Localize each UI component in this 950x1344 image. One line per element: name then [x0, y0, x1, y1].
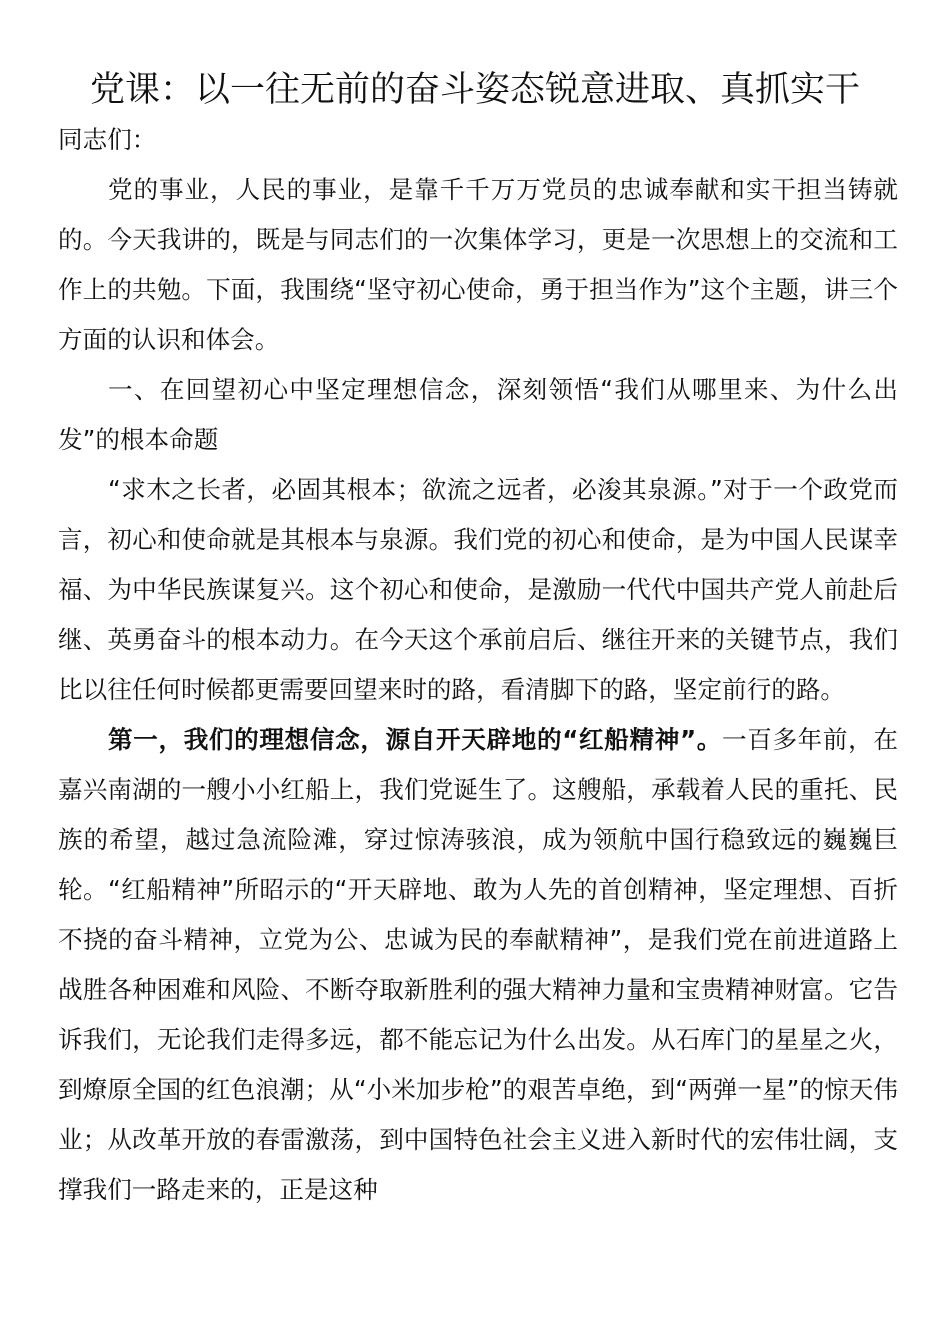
paragraph-point-one — [58, 715, 898, 1215]
paragraph-intro: 党的事业，人民的事业，是靠千千万万党员的忠诚奉献和实干担当铸就的。今天我讲的，既是与同志们的一次集体学习，更是一次思想上的交流和工作上的共勉。下面，我围绕“坚守初心使命，勇于担当作为”这个主题，讲三个方面的认识和体会。 — [58, 175, 898, 354]
document-body — [58, 115, 898, 1215]
salutation: 同志们： — [58, 125, 157, 154]
point-one-lead: 第一，我们的理想信念，源自开天辟地的“红船精神”。 — [108, 725, 722, 754]
paragraph-roots: “求木之长者，必固其根本；欲流之远者，必浚其泉源。”对于一个政党而言，初心和使命就是其根本与泉源。我们党的初心和使命，是为中国人民谋幸福、为中华民族谋复兴。这个初心和使命，是激励一代代中国共产党人前赴后继、英勇奋斗的根本动力。在今天这个承前启后、继往开来的关键节点，我们比以往任何时候都更需要回望来时的路，看清脚下的路，坚定前行的路。 — [58, 475, 898, 704]
section-heading-one: 一、在回望初心中坚定理想信念，深刻领悟“我们从哪里来、为什么出发”的根本命题 — [58, 375, 898, 454]
point-one-body: 一百多年前，在嘉兴南湖的一艘小小红船上，我们党诞生了。这艘船，承载着人民的重托、民族的希望，越过急流险滩，穿过惊涛骇浪，成为领航中国行稳致远的巍巍巨轮。“红船精神”所昭示的“开天辟地、敢为人先的首创精神，坚定理想、百折不挠的奋斗精神，立党为公、忠诚为民的奉献精神”，是我们党在前进道路上战胜各种困难和风险、不断夺取新胜利的强大精神力量和宝贵精神财富。它告诉我们，无论我们走得多远，都不能忘记为什么出发。从石库门的星星之火，到燎原全国的红色浪潮；从“小米加步枪”的艰苦卓绝，到“两弹一星”的惊天伟业；从改革开放的春雷激荡，到中国特色社会主义进入新时代的宏伟壮阔，支撑我们一路走来的，正是这种 — [58, 725, 898, 1204]
document-title: 党课：以一往无前的奋斗姿态锐意进取、真抓实干 — [89, 70, 860, 110]
